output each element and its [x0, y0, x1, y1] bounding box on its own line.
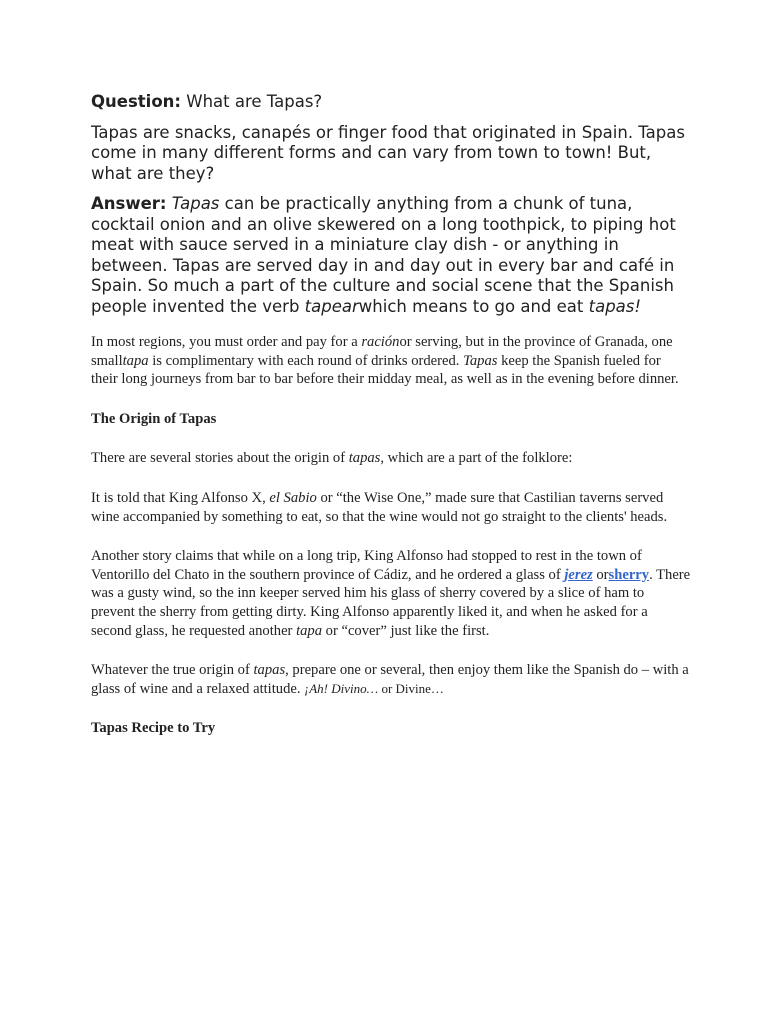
conclusion-tapas-em: tapas [253, 662, 286, 679]
document-page [91, 92, 691, 759]
story-text-4: or “cover” just like the first. [322, 622, 490, 639]
alfonso-text-1: It is told that King Alfonso X, [91, 489, 270, 506]
jerez-link[interactable]: jerez [564, 566, 593, 583]
regions-text-1: In most regions, you must order and pay for a [91, 334, 362, 350]
origin-heading: The Origin of Tapas [91, 410, 217, 427]
alfonso-paragraph [91, 489, 691, 526]
el-sabio-em: el Sabio [269, 489, 317, 506]
conclusion-text-2: , prepare one or several, then enjoy them like the Spanish do – with a glass of wine and a relaxed attitude. [91, 662, 689, 697]
answer-label: Answer: [91, 194, 167, 213]
answer-paragraph [91, 194, 691, 317]
story-tapa-em: tapa [296, 622, 323, 639]
regions-text-4: keep the Spanish fueled for their long journeys from bar to bar before their midday meal, as well as in the evening before dinner. [91, 352, 679, 388]
regions-paragraph [91, 333, 691, 389]
tapa-em: tapa [122, 352, 149, 369]
answer-tapas-end-em: tapas! [588, 296, 642, 316]
regions-text-2: or serving, but in the province of Granada, one small [91, 334, 673, 369]
conclusion-paragraph [91, 661, 691, 698]
answer-text-2: which means to go and eat [358, 296, 589, 316]
racion-em: ración [361, 334, 400, 350]
question-line [91, 92, 691, 113]
recipe-heading: Tapas Recipe to Try [91, 720, 216, 737]
conclusion-text-1: Whatever the true origin of [91, 662, 254, 679]
story-text-1: Another story claims that while on a long trip, King Alfonso had stopped to rest in the town of Ventorillo del Chato in the southern province of Cádiz, and he ordered a glass of [91, 548, 642, 583]
stories-text-2: , which are a part of the folklore: [380, 450, 573, 467]
sherry-link[interactable]: sherry [608, 566, 650, 583]
alfonso-text-2: or “the Wise One,” made sure that Castilian taverns served wine accompanied by something to eat, so that the wine would not go straight to the clients' heads. [91, 489, 668, 525]
stories-paragraph [91, 449, 691, 468]
intro-paragraph: Tapas are snacks, canapés or finger food that originated in Spain. Tapas come in many different forms and can vary from town to town! But, what are they? [91, 122, 685, 183]
stories-tapas-em: tapas [348, 450, 381, 467]
regions-text-3: is complimentary with each round of drinks ordered. [148, 352, 464, 369]
story-text-2: or [592, 566, 609, 583]
tapas-em: Tapas [463, 352, 498, 369]
conclusion-text-3: or Divine… [378, 680, 444, 696]
answer-tapear-em: tapear [304, 296, 359, 316]
story-paragraph [91, 547, 691, 640]
answer-text-1: can be practically anything from a chunk of tuna, cocktail onion and an olive skewered on a long toothpick, to piping hot meat with sauce served in a miniature clay dish - or anything in between. Tapas are served day in and day out in every bar and café in Spain. So much a part of the culture and social scene that the Spanish people invented the verb [91, 194, 676, 316]
answer-tapas-em: Tapas [171, 194, 220, 213]
question-label: Question: [91, 92, 182, 111]
divino-em: ¡Ah! Divino… [304, 680, 379, 696]
question-text: What are Tapas? [181, 92, 323, 111]
story-text-3: . There was a gusty wind, so the inn keeper served him his glass of sherry covered by a slice of ham to prevent the sherry from getting dirty. King Alfonso apparently liked it, and when he asked for a second glass, he requested another [91, 566, 691, 639]
stories-text-1: There are several stories about the origin of [91, 450, 349, 467]
